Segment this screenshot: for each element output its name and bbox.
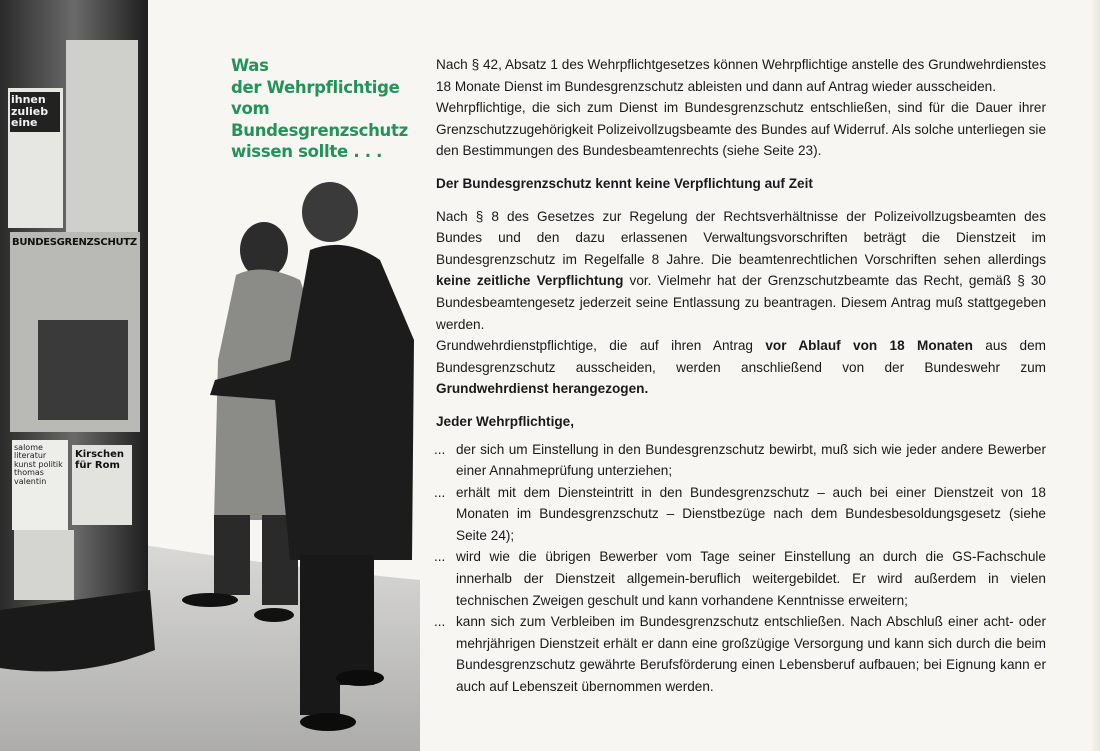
poster-text-ihnen-zulieb: ihnen zulieb eine bbox=[11, 93, 49, 130]
text-run: Grundwehrdienstpflichtige, die auf ihren Antrag bbox=[436, 338, 766, 354]
ellipsis-prefix: ... bbox=[434, 549, 446, 565]
list-item bbox=[436, 482, 1046, 547]
ellipsis-prefix: ... bbox=[434, 484, 446, 500]
ellipsis-prefix: ... bbox=[434, 441, 446, 457]
heading-line: vom bbox=[231, 99, 270, 118]
list-item bbox=[436, 546, 1046, 611]
intro-paragraph-2: Wehrpflichtige, die sich zum Dienst im Bundesgrenzschutz entschließen, sind für die Dauer ihrer Grenzschutzzugehörigkeit Polizeivollzugsbeamte des Bundes auf Widerruf. Als solche unterliegen sie den Bestimmungen des Bundesbeamtenrechts (siehe Seite 23). bbox=[436, 100, 1046, 159]
bold-run: vor Ablauf von 18 Monaten bbox=[765, 338, 973, 354]
heading-line: Was bbox=[231, 56, 269, 75]
section1-paragraph-2 bbox=[436, 335, 1046, 400]
poster-text-kirschen-fuer-rom: Kirschen für Rom bbox=[75, 449, 125, 471]
text-run: vor. Vielmehr hat der Grenzschutzbeamte das Recht, gemäß § 30 Bundesbeamtengesetz jederzeit seine Entlassung zu beantragen. Diesem Antrag muß stattgegeben werden. bbox=[436, 273, 1046, 332]
heading-line: Bundesgrenzschutz bbox=[231, 120, 408, 140]
bold-run: Grundwehrdienst herangezogen. bbox=[436, 381, 649, 397]
section-title-every-conscript: Jeder Wehrpflichtige, bbox=[436, 413, 574, 429]
list-item-text: kann sich zum Verbleiben im Bundesgrenzschutz entschließen. Nach Abschluß einer acht- oder mehrjährigen Dienstzeit erhält er dann eine großzügige Versorgung und kann sich durch die beim Bundesgrenzschutz gewährte Berufsförderung einen Lebensberuf aufbauen; bei Eignung kann er auch auf Lebenszeit übernommen werden. bbox=[456, 614, 1046, 695]
section1-paragraph-1 bbox=[436, 206, 1046, 336]
list-item bbox=[436, 439, 1046, 482]
list-item-text: der sich um Einstellung in den Bundesgrenzschutz bewirbt, muß sich wie jeder andere Bewerber einer Annahmeprüfung unterziehen; bbox=[456, 441, 1046, 479]
text-run: aus dem Bundesgrenzschutz ausscheiden, werden anschließend von der Bundeswehr zum bbox=[436, 338, 1046, 375]
ellipsis-prefix: ... bbox=[434, 614, 446, 630]
list-item bbox=[436, 611, 1046, 697]
poster-text-salome-literatur: salome literatur kunst politik thomas valentin bbox=[14, 443, 63, 486]
conscript-list bbox=[436, 439, 1046, 698]
page-edge bbox=[1090, 0, 1100, 751]
page-heading bbox=[231, 55, 408, 163]
heading-line: der Wehrpflichtige bbox=[231, 77, 400, 97]
intro-paragraph-1: Nach § 42, Absatz 1 des Wehrpflichtgesetzes können Wehrpflichtige anstelle des Grundwehrdienstes 18 Monate Dienst im Bundesgrenzschutz ableisten und dann auf Antrag wieder ausscheiden. bbox=[436, 57, 1046, 94]
section-title-no-obligation: Der Bundesgrenzschutz kennt keine Verpflichtung auf Zeit bbox=[436, 175, 813, 191]
list-item-text: erhält mit dem Diensteintritt in den Bundesgrenzschutz – auch bei einer Dienstzeit von 18 Monaten im Bundesgrenzschutz – Dienstbezüge nach dem Bundesbesoldungsgesetz (siehe Seite 24); bbox=[456, 484, 1046, 543]
bold-run: keine zeitliche Verpflichtung bbox=[436, 273, 624, 289]
poster-text-bundesgrenzschutz: BUNDESGRENZSCHUTZ bbox=[12, 238, 137, 248]
heading-line: wissen sollte . . . bbox=[231, 142, 383, 161]
text-run: Nach § 8 des Gesetzes zur Regelung der Rechtsverhältnisse der Polizeivollzugsbeamten des Bundes und den dazu erlassenen Verwaltungsvorschriften beträgt die Dienstzeit im Bundesgrenzschutz im Regelfalle 8 Jahre. Die beamtenrechtlichen Vorschriften sehen allerdings bbox=[436, 208, 1046, 267]
body-text bbox=[436, 54, 1046, 698]
list-item-text: wird wie die übrigen Bewerber vom Tage seiner Einstellung an durch die GS-Fachschule innerhalb der Dienstzeit allgemein-beruflich weitergebildet. Er wird außerdem in vielen technischen Zweigen geschult und kann vorhandene Kenntnisse erweitern; bbox=[456, 549, 1046, 608]
